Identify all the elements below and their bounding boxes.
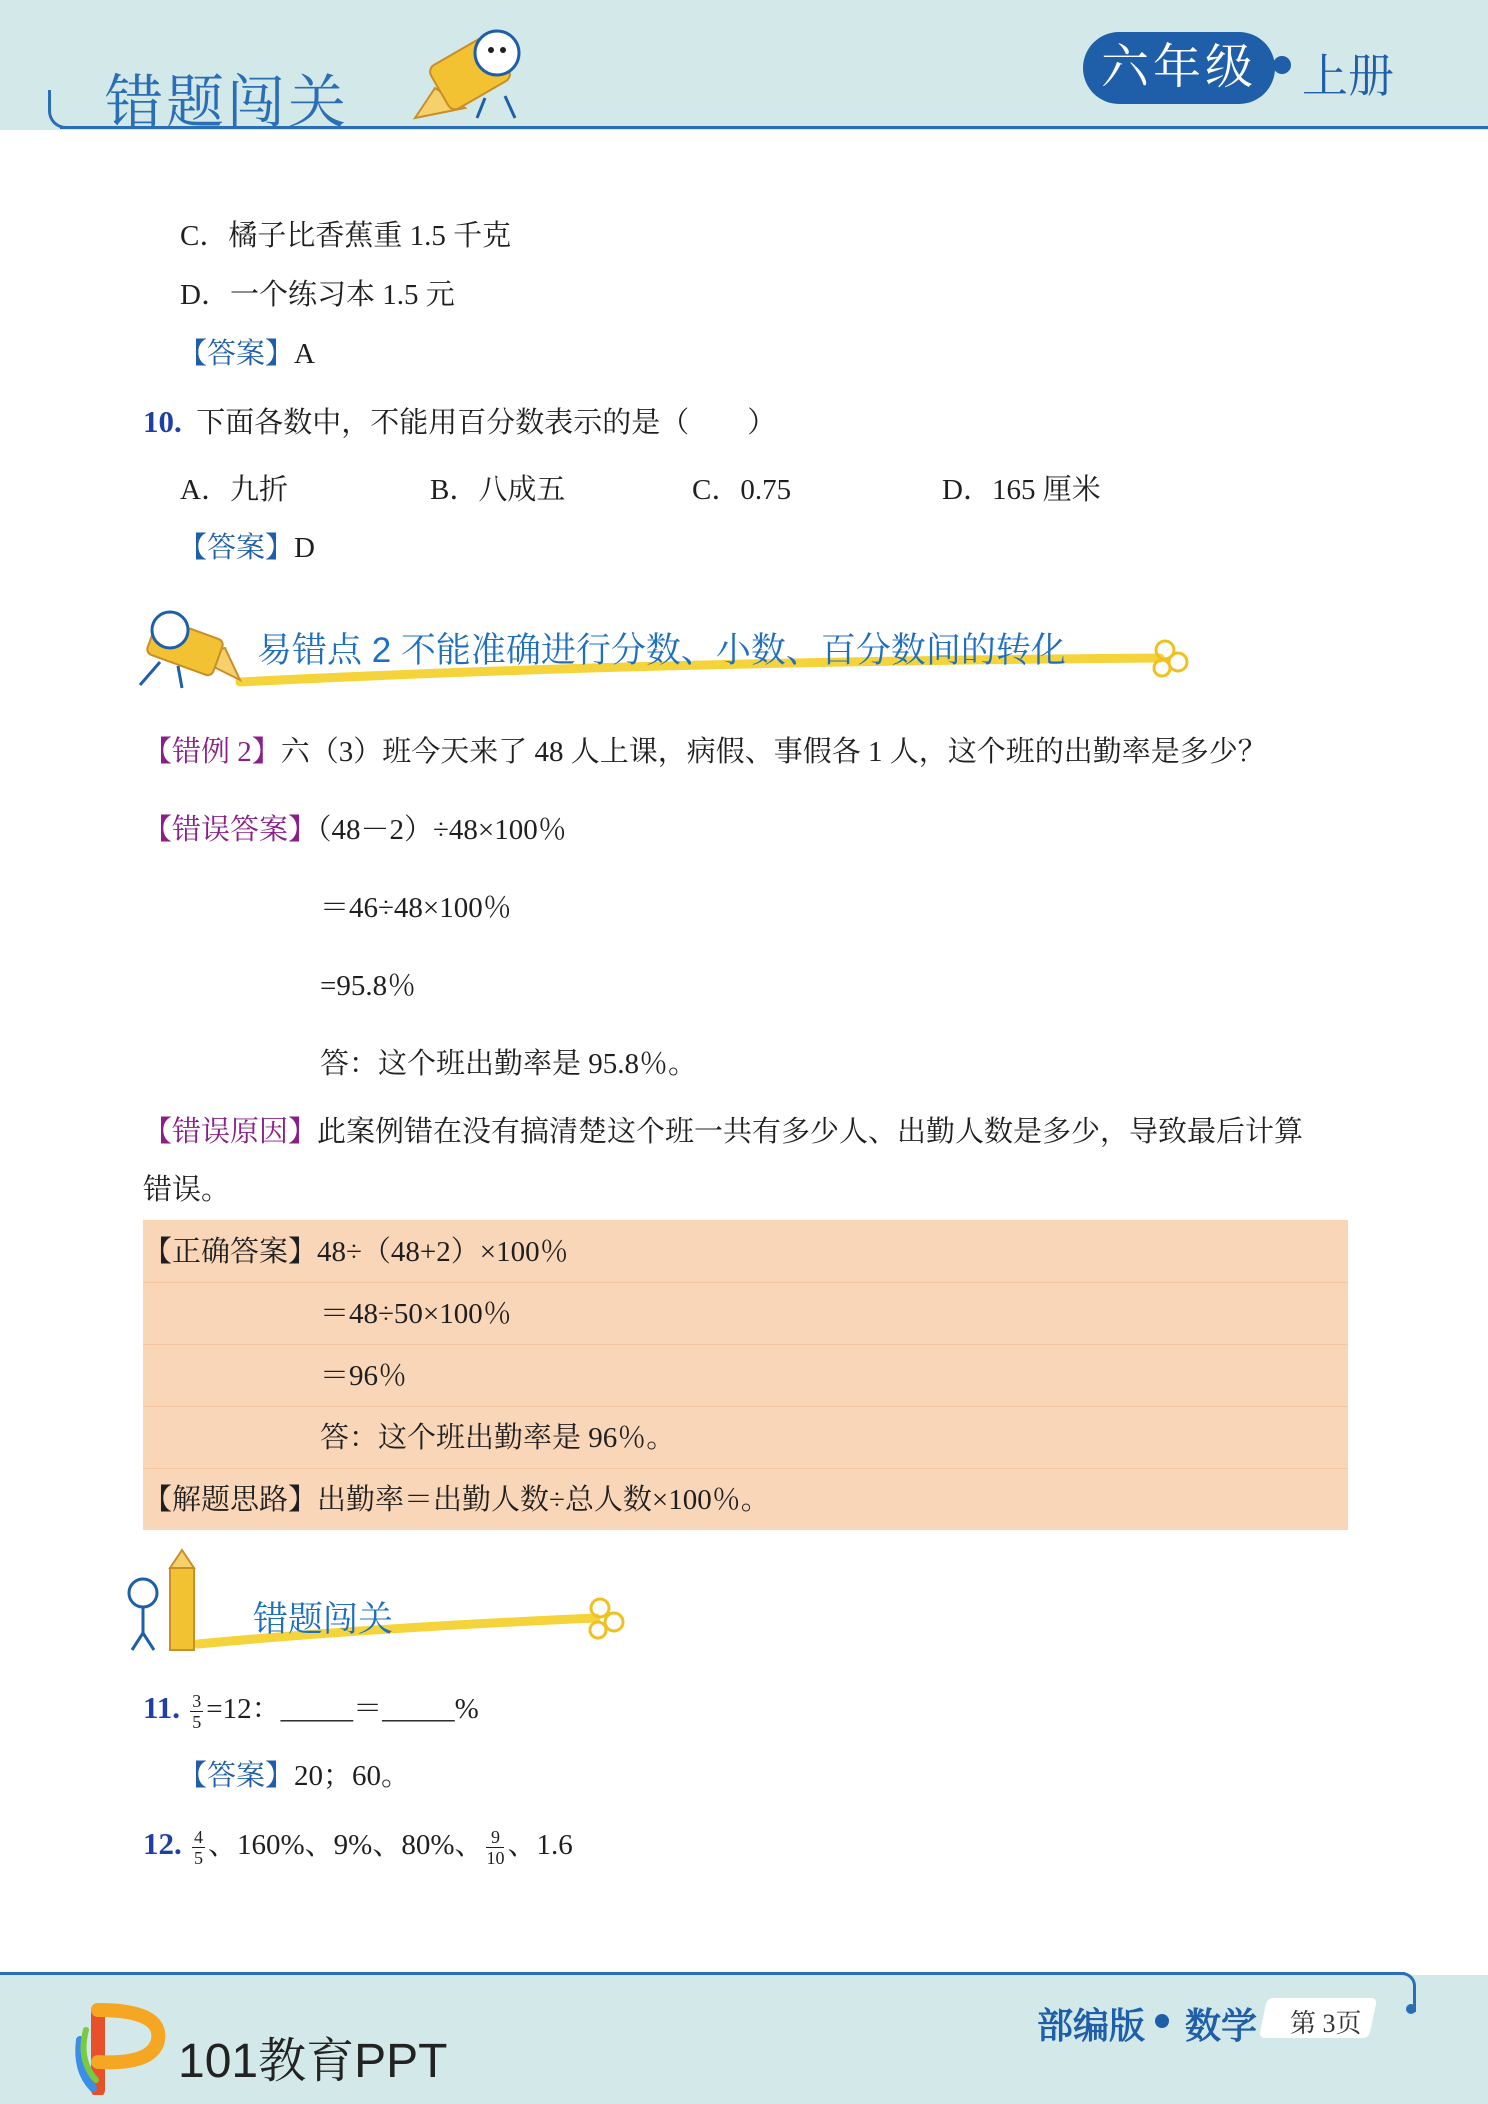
footer-dot — [1155, 2014, 1169, 2028]
solution-idea-text: 出勤率＝出勤人数÷总人数×100％。 — [317, 1484, 770, 1516]
term-label: 上册 — [1302, 50, 1394, 102]
question-number: 12. — [143, 1826, 182, 1861]
q9-answer — [178, 336, 315, 372]
grade-dot — [1273, 56, 1291, 74]
correct-answer-line3: ＝96％ — [320, 1360, 408, 1392]
wrong-answer-line3: =95.8％ — [320, 970, 417, 1002]
q10-option-a: A．九折 — [180, 474, 288, 506]
answer-label: 【答案】 — [178, 1760, 295, 1792]
answer-label: 【答案】 — [178, 532, 295, 564]
q9-option-d: D．一个练习本 1.5 元 — [180, 279, 455, 311]
section2-title: 易错点 2 不能准确进行分数、小数、百分数间的转化 — [257, 631, 1066, 670]
pencil-mascot-icon — [405, 18, 545, 123]
footer-hook-dot — [1406, 2004, 1416, 2014]
wrong-answer-line4: 答：这个班出勤率是 95.8％。 — [320, 1048, 698, 1080]
wrong-answer-expr: （48－2）÷48×100％ — [317, 814, 567, 846]
q11-line — [143, 1690, 479, 1732]
wrong-reason-line2: 错误。 — [143, 1174, 231, 1206]
wrong-answer-line1 — [143, 812, 567, 848]
question-number: 11. — [143, 1690, 181, 1725]
q10-option-b: B．八成五 — [430, 474, 566, 506]
question-number: 10. — [143, 404, 182, 439]
example-text: 六（3）班今天来了 48 人上课，病假、事假各 1 人，这个班的出勤率是多少？ — [280, 736, 1267, 768]
brand-name: 101教育PPT — [178, 2035, 448, 2088]
q10-stem-line — [143, 404, 776, 441]
q10-option-d: D．165 厘米 — [942, 474, 1101, 506]
q11-answer — [178, 1758, 410, 1794]
answer-value: A — [294, 338, 315, 370]
fraction: $\frac{4}{5}$ — [194, 1826, 203, 1868]
correct-answer-label: 【正确答案】 — [143, 1236, 318, 1268]
header-title: 错题闯关 — [105, 70, 350, 135]
example-label: 【错例 2】 — [143, 736, 281, 768]
practice-title: 错题闯关 — [253, 1600, 394, 1639]
wrong-answer-line2: ＝46÷48×100％ — [320, 892, 512, 924]
grade-badge: 六年级 — [1083, 32, 1275, 104]
q10-answer — [178, 530, 315, 566]
page-number: 第 3页 — [1290, 2009, 1362, 2038]
q12-line — [143, 1826, 573, 1868]
answer-value: 20；60。 — [294, 1760, 411, 1792]
solution-idea-line — [143, 1482, 770, 1518]
fraction: $\frac{9}{10}$ — [486, 1826, 505, 1868]
answer-value: D — [294, 532, 315, 564]
wrong-answer-label: 【错误答案】 — [143, 814, 318, 846]
footer-edition: 部编版 — [1037, 2005, 1146, 2046]
q12-tail: 、1.6 — [507, 1829, 573, 1861]
wrong-reason-text: 此案例错在没有搞清楚这个班一共有多少人、出勤人数是多少，导致最后计算 — [317, 1116, 1304, 1148]
correct-answer-line2: ＝48÷50×100％ — [320, 1298, 512, 1330]
wrong-reason-label: 【错误原因】 — [143, 1116, 318, 1148]
q10-option-c: C．0.75 — [692, 474, 792, 506]
correct-answer-line1 — [143, 1234, 569, 1270]
question-stem: 下面各数中，不能用百分数表示的是（ ） — [196, 407, 777, 439]
example2-line — [143, 734, 1267, 770]
answer-label: 【答案】 — [178, 338, 295, 370]
solution-idea-label: 【解题思路】 — [143, 1484, 318, 1516]
footer-divider — [0, 1972, 1405, 1975]
brand-logo-icon — [68, 2000, 168, 2095]
wrong-reason-line1 — [143, 1114, 1303, 1150]
correct-answer-line4: 答：这个班出勤率是 96％。 — [320, 1422, 676, 1454]
footer-subject: 数学 — [1185, 2005, 1258, 2046]
q12-middle: 、160%、9%、80%、 — [208, 1829, 484, 1861]
fraction: $\frac{3}{5}$ — [192, 1690, 202, 1732]
q9-option-c: C．橘子比香蕉重 1.5 千克 — [180, 220, 512, 252]
q11-rest: =12：_____＝_____% — [206, 1693, 479, 1725]
correct-answer-expr: 48÷（48+2）×100％ — [317, 1236, 569, 1268]
